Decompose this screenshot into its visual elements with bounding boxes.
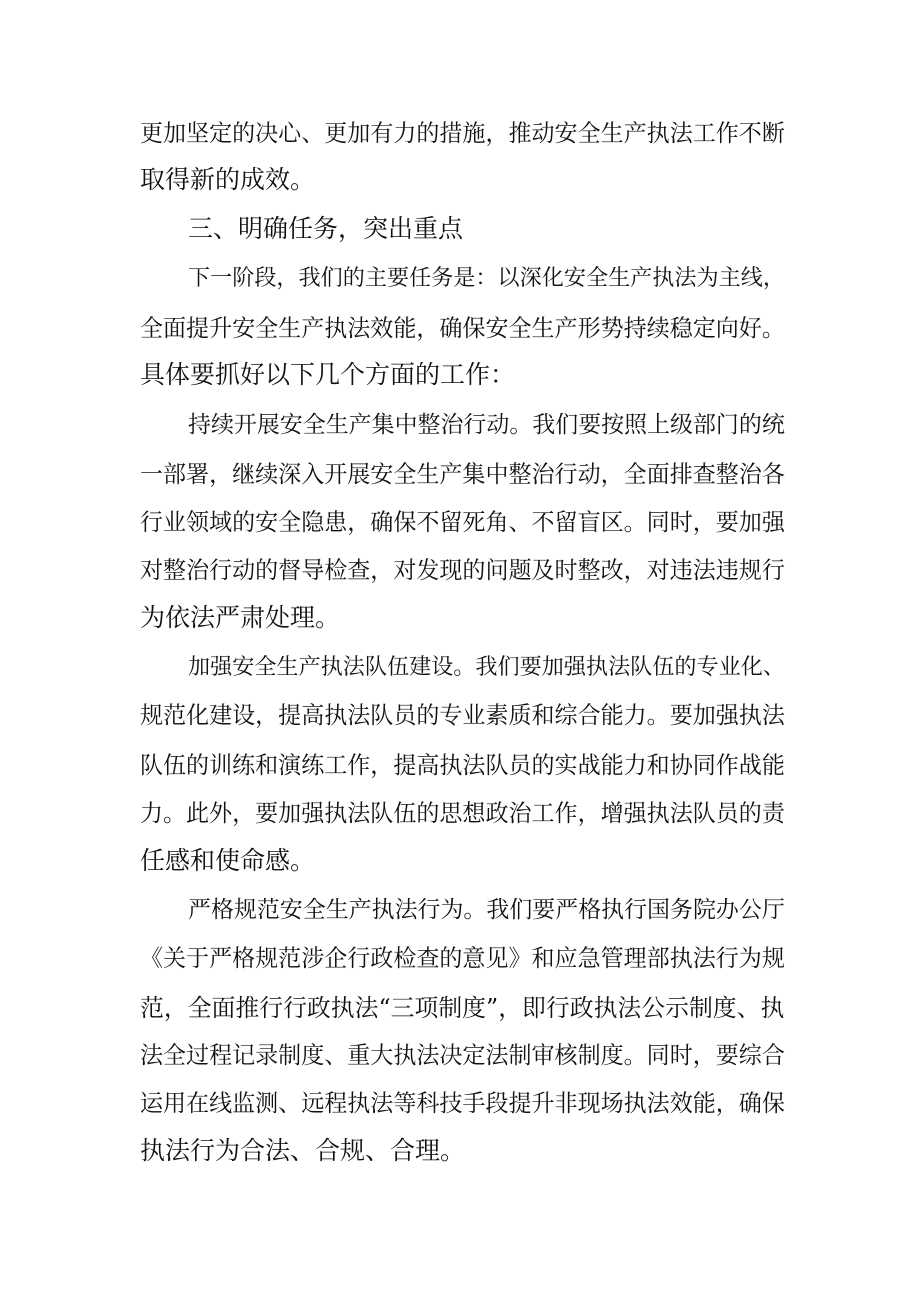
text-line: 取得新的成效。 [140, 165, 316, 194]
paragraph-lead: 加强安全生产执法队伍建设。我们要加强执法队伍的专业化、 [188, 654, 785, 680]
text-line: 具体要抓好以下几个方面的工作： [140, 360, 516, 389]
text-line: 行业领域的安全隐患，确保不留死角、不留盲区。同时，要加强 [140, 510, 785, 536]
text-line: 范，全面推行行政执法“三项制度”，即行政执法公示制度、执 [140, 994, 785, 1022]
text-line: 队伍的训练和演练工作，提高执法队员的实战能力和协同作战能 [140, 753, 785, 779]
text-line: 运用在线监测、远程执法等科技手段提升非现场执法效能，确保 [140, 1091, 785, 1117]
text-line: 更加坚定的决心、更加有力的措施，推动安全生产执法工作不断 [140, 121, 785, 147]
text-line: 对整治行动的督导检查，对发现的问题及时整改，对违法违规行 [140, 558, 785, 584]
text-line: 任感和使命感。 [140, 846, 316, 875]
text-line: 力。此外，要加强执法队伍的思想政治工作，增强执法队员的责 [140, 801, 785, 827]
paragraph-lead: 持续开展安全生产集中整治行动。我们要按照上级部门的统 [188, 412, 785, 438]
text-line: 《关于严格规范涉企行政检查的意见》和应急管理部执法行为规 [140, 946, 785, 972]
paragraph-lead: 严格规范安全生产执法行为。我们要严格执行国务院办公厅 [188, 897, 785, 923]
text-line: 法全过程记录制度、重大执法决定法制审核制度。同时，要综合 [140, 1043, 785, 1069]
section-heading: 三、明确任务，突出重点 [188, 214, 464, 243]
text-line: 下一阶段，我们的主要任务是：以深化安全生产执法为主线， [188, 265, 785, 291]
text-line: 为依法严肃处理。 [140, 603, 341, 632]
text-line: 执法行为合法、合规、合理。 [140, 1136, 466, 1165]
text-line: 一部署，继续深入开展安全生产集中整治行动，全面排查整治各 [140, 462, 785, 488]
text-line: 规范化建设，提高执法队员的专业素质和综合能力。要加强执法 [140, 703, 785, 729]
text-line: 全面提升安全生产执法效能，确保安全生产形势持续稳定向好。 [140, 316, 785, 342]
